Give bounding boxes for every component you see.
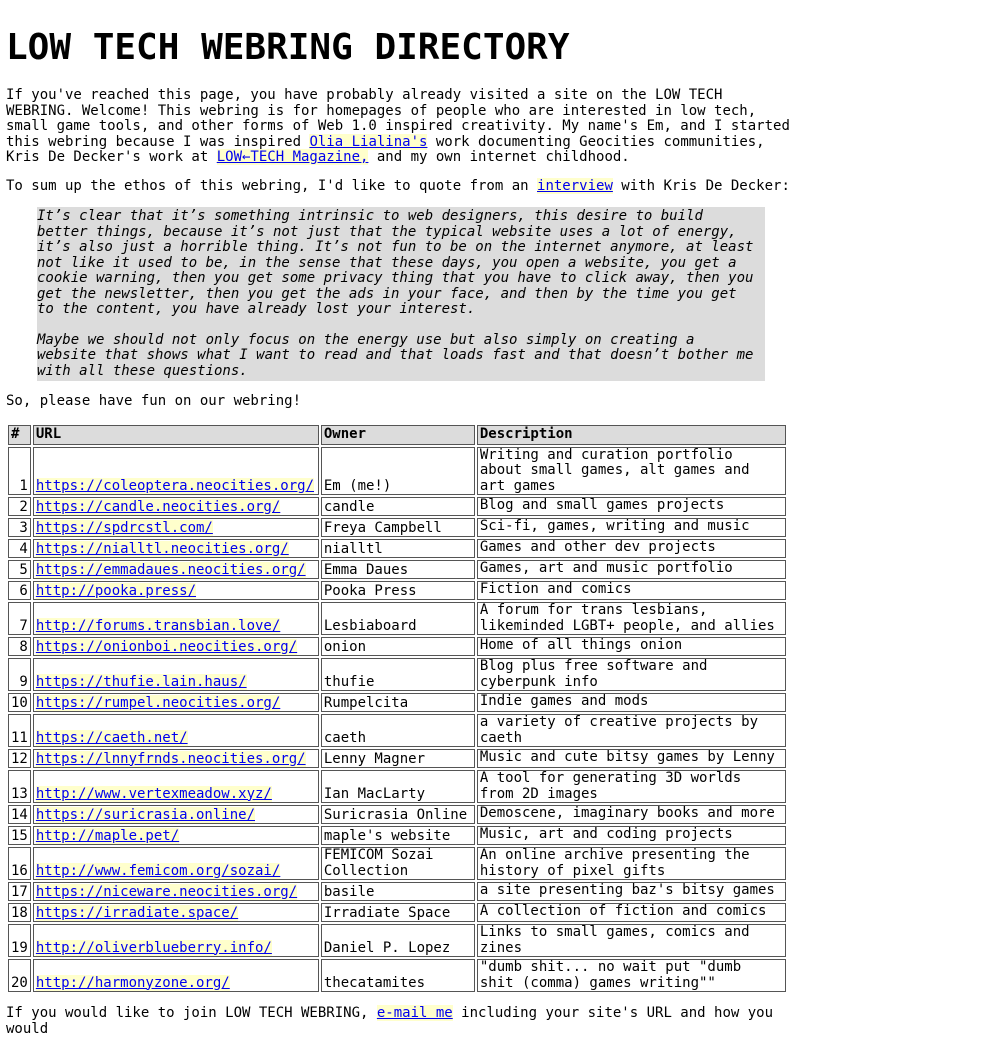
row-owner: Rumpelcita (321, 693, 475, 712)
header-url: URL (33, 425, 319, 445)
row-url-cell (33, 581, 319, 600)
row-description: Games, art and music portfolio (477, 560, 786, 579)
row-description: Music and cute bitsy games by Lenny (477, 749, 786, 768)
header-description: Description (477, 425, 786, 445)
row-owner: candle (321, 497, 475, 516)
site-link[interactable]: https://spdrcstl.com/ (35, 519, 213, 536)
row-url-cell (33, 847, 319, 880)
footer-text (6, 1006, 796, 1037)
row-url-cell (33, 602, 319, 635)
row-owner: thufie (321, 658, 475, 691)
row-description: Indie games and mods (477, 693, 786, 712)
row-owner: Emma Daues (321, 560, 475, 579)
header-num: # (8, 425, 31, 445)
row-number: 17 (8, 882, 31, 901)
olia-lialina-link[interactable]: Olia Lialina's (309, 133, 428, 150)
row-owner: Freya Campbell (321, 518, 475, 537)
row-url-cell (33, 658, 319, 691)
row-description: An online archive presenting the history of pixel gifts (477, 847, 786, 880)
row-description: Home of all things onion (477, 637, 786, 656)
row-url-cell (33, 539, 319, 558)
site-link[interactable]: https://onionboi.neocities.org/ (35, 638, 298, 655)
table-row (8, 826, 786, 845)
row-number: 15 (8, 826, 31, 845)
site-link[interactable]: https://thufie.lain.haus/ (35, 673, 247, 690)
row-number: 4 (8, 539, 31, 558)
footer-text-1: If you would like to join LOW TECH WEBRING, (6, 1005, 377, 1021)
row-number: 5 (8, 560, 31, 579)
row-url-cell (33, 560, 319, 579)
site-link[interactable]: http://forums.transbian.love/ (35, 617, 281, 634)
quote-intro-text-1: To sum up the ethos of this webring, I'd like to quote from an (6, 177, 538, 194)
row-url-cell (33, 924, 319, 957)
table-row (8, 924, 786, 957)
row-description: Links to small games, comics and zines (477, 924, 786, 957)
table-row (8, 658, 786, 691)
row-url-cell (33, 903, 319, 922)
row-description: a variety of creative projects by caeth (477, 714, 786, 747)
row-number: 1 (8, 447, 31, 496)
site-link[interactable]: https://rumpel.neocities.org/ (35, 694, 281, 711)
site-link[interactable]: https://niceware.neocities.org/ (35, 883, 298, 900)
intro-text-3: and my own internet childhood. (368, 149, 630, 165)
site-link[interactable]: http://www.femicom.org/sozai/ (35, 862, 281, 879)
row-owner: Ian MacLarty (321, 770, 475, 803)
site-link[interactable]: https://candle.neocities.org/ (35, 498, 281, 515)
row-description: Sci-fi, games, writing and music (477, 518, 786, 537)
row-number: 20 (8, 959, 31, 992)
row-owner: Pooka Press (321, 581, 475, 600)
interview-quote (37, 207, 765, 381)
table-row (8, 805, 786, 824)
table-row (8, 959, 786, 992)
site-link[interactable]: https://suricrasia.online/ (35, 806, 256, 823)
table-row (8, 714, 786, 747)
site-link[interactable]: http://maple.pet/ (35, 827, 180, 844)
table-row (8, 749, 786, 768)
row-description: Music, art and coding projects (477, 826, 786, 845)
row-description: Games and other dev projects (477, 539, 786, 558)
row-owner: Em (me!) (321, 447, 475, 496)
row-number: 2 (8, 497, 31, 516)
site-link[interactable]: https://lnnyfrnds.neocities.org/ (35, 750, 306, 767)
row-number: 14 (8, 805, 31, 824)
email-me-link[interactable]: e-mail me (376, 1005, 453, 1021)
row-owner: thecatamites (321, 959, 475, 992)
row-owner: Irradiate Space (321, 903, 475, 922)
row-url-cell (33, 714, 319, 747)
row-owner: caeth (321, 714, 475, 747)
table-row (8, 539, 786, 558)
row-owner: basile (321, 882, 475, 901)
quote-intro-text-2: with Kris De Decker: (612, 177, 790, 194)
row-description: A collection of fiction and comics (477, 903, 786, 922)
table-row (8, 903, 786, 922)
row-number: 3 (8, 518, 31, 537)
table-row (8, 447, 786, 496)
row-url-cell (33, 693, 319, 712)
intro-text-1: If you've reached this page, you have probably already visited a site on the LOW TECH WEBRING. Welcome! This webring is for homepages of people who are interested in low tech, small game tools, and other forms of Web 1.0 inspired creativity. My name's Em, and I started this webring because I was inspired (6, 87, 790, 150)
row-owner: maple's website (321, 826, 475, 845)
quote-paragraph-1: It’s clear that it’s something intrinsic to web designers, this desire to build better things, because it’s not just that the typical website uses a lot of energy, it’s also just a horrible thing. It’s not fun to be on the internet anymore, at least not like it used to be, in the sense that these days, you open a website, you get a cookie warning, then you get some privacy thing that you have to click away, then you get the newsletter, then you get the ads in your face, and then by the time you get to the content, you have already lost your interest. (37, 208, 754, 317)
row-url-cell (33, 447, 319, 496)
row-owner: Suricrasia Online (321, 805, 475, 824)
site-link[interactable]: http://www.vertexmeadow.xyz/ (35, 785, 272, 802)
row-number: 13 (8, 770, 31, 803)
quote-paragraph-2: Maybe we should not only focus on the energy use but also simply on creating a website that shows what I want to read and that loads fast and that doesn’t bother me with all these questions. (37, 331, 754, 379)
site-link[interactable]: https://caeth.net/ (35, 729, 188, 746)
site-link[interactable]: https://emmadaues.neocities.org/ (35, 561, 306, 578)
page-title: LOW TECH WEBRING DIRECTORY (6, 27, 570, 68)
site-link[interactable]: http://oliverblueberry.info/ (35, 939, 272, 956)
row-number: 6 (8, 581, 31, 600)
row-owner: onion (321, 637, 475, 656)
row-number: 11 (8, 714, 31, 747)
table-row (8, 882, 786, 901)
site-link[interactable]: https://nialltl.neocities.org/ (35, 540, 289, 557)
interview-link[interactable]: interview (537, 177, 613, 194)
table-row (8, 770, 786, 803)
row-url-cell (33, 882, 319, 901)
webring-table (6, 423, 788, 995)
table-row (8, 693, 786, 712)
row-url-cell (33, 770, 319, 803)
table-row (8, 637, 786, 656)
row-owner: FEMICOM Sozai Collection (321, 847, 475, 880)
webring-table-body (8, 447, 786, 993)
table-row (8, 518, 786, 537)
table-row (8, 847, 786, 880)
header-owner: Owner (321, 425, 475, 445)
row-url-cell (33, 826, 319, 845)
footer-text-2: including your site's URL and how you would (6, 1005, 774, 1037)
row-url-cell (33, 518, 319, 537)
row-owner: Daniel P. Lopez (321, 924, 475, 957)
row-description: Blog and small games projects (477, 497, 786, 516)
site-link[interactable]: https://coleoptera.neocities.org/ (35, 477, 315, 494)
row-description: Blog plus free software and cyberpunk info (477, 658, 786, 691)
row-description: A tool for generating 3D worlds from 2D images (477, 770, 786, 803)
row-description: "dumb shit... no wait put "dumb shit (comma) games writing"" (477, 959, 786, 992)
site-link[interactable]: https://irradiate.space/ (35, 904, 239, 921)
intro-text-2: work documenting Geocities communities, Kris De Decker's work at (6, 133, 765, 165)
quote-intro (6, 179, 796, 195)
site-link[interactable]: http://harmonyzone.org/ (35, 974, 230, 991)
row-url-cell (33, 959, 319, 992)
site-link[interactable]: http://pooka.press/ (35, 582, 197, 599)
intro-paragraph (6, 88, 796, 166)
row-description: A forum for trans lesbians, likeminded LGBT+ people, and allies (477, 602, 786, 635)
row-owner: Lesbiaboard (321, 602, 475, 635)
table-row (8, 581, 786, 600)
table-header-row (8, 425, 786, 445)
row-number: 18 (8, 903, 31, 922)
row-number: 7 (8, 602, 31, 635)
row-number: 16 (8, 847, 31, 880)
row-url-cell (33, 497, 319, 516)
row-url-cell (33, 805, 319, 824)
table-row (8, 560, 786, 579)
row-description: Fiction and comics (477, 581, 786, 600)
row-description: Writing and curation portfolio about small games, alt games and art games (477, 447, 786, 496)
table-row (8, 497, 786, 516)
row-url-cell (33, 749, 319, 768)
closing-text: So, please have fun on our webring! (6, 393, 302, 409)
row-number: 12 (8, 749, 31, 768)
low-tech-magazine-link[interactable]: LOW←TECH Magazine, (216, 149, 369, 165)
row-number: 9 (8, 658, 31, 691)
table-row (8, 602, 786, 635)
row-number: 19 (8, 924, 31, 957)
row-number: 10 (8, 693, 31, 712)
row-owner: Lenny Magner (321, 749, 475, 768)
row-url-cell (33, 637, 319, 656)
row-owner: nialltl (321, 539, 475, 558)
row-number: 8 (8, 637, 31, 656)
row-description: Demoscene, imaginary books and more (477, 805, 786, 824)
row-description: a site presenting baz's bitsy games (477, 882, 786, 901)
